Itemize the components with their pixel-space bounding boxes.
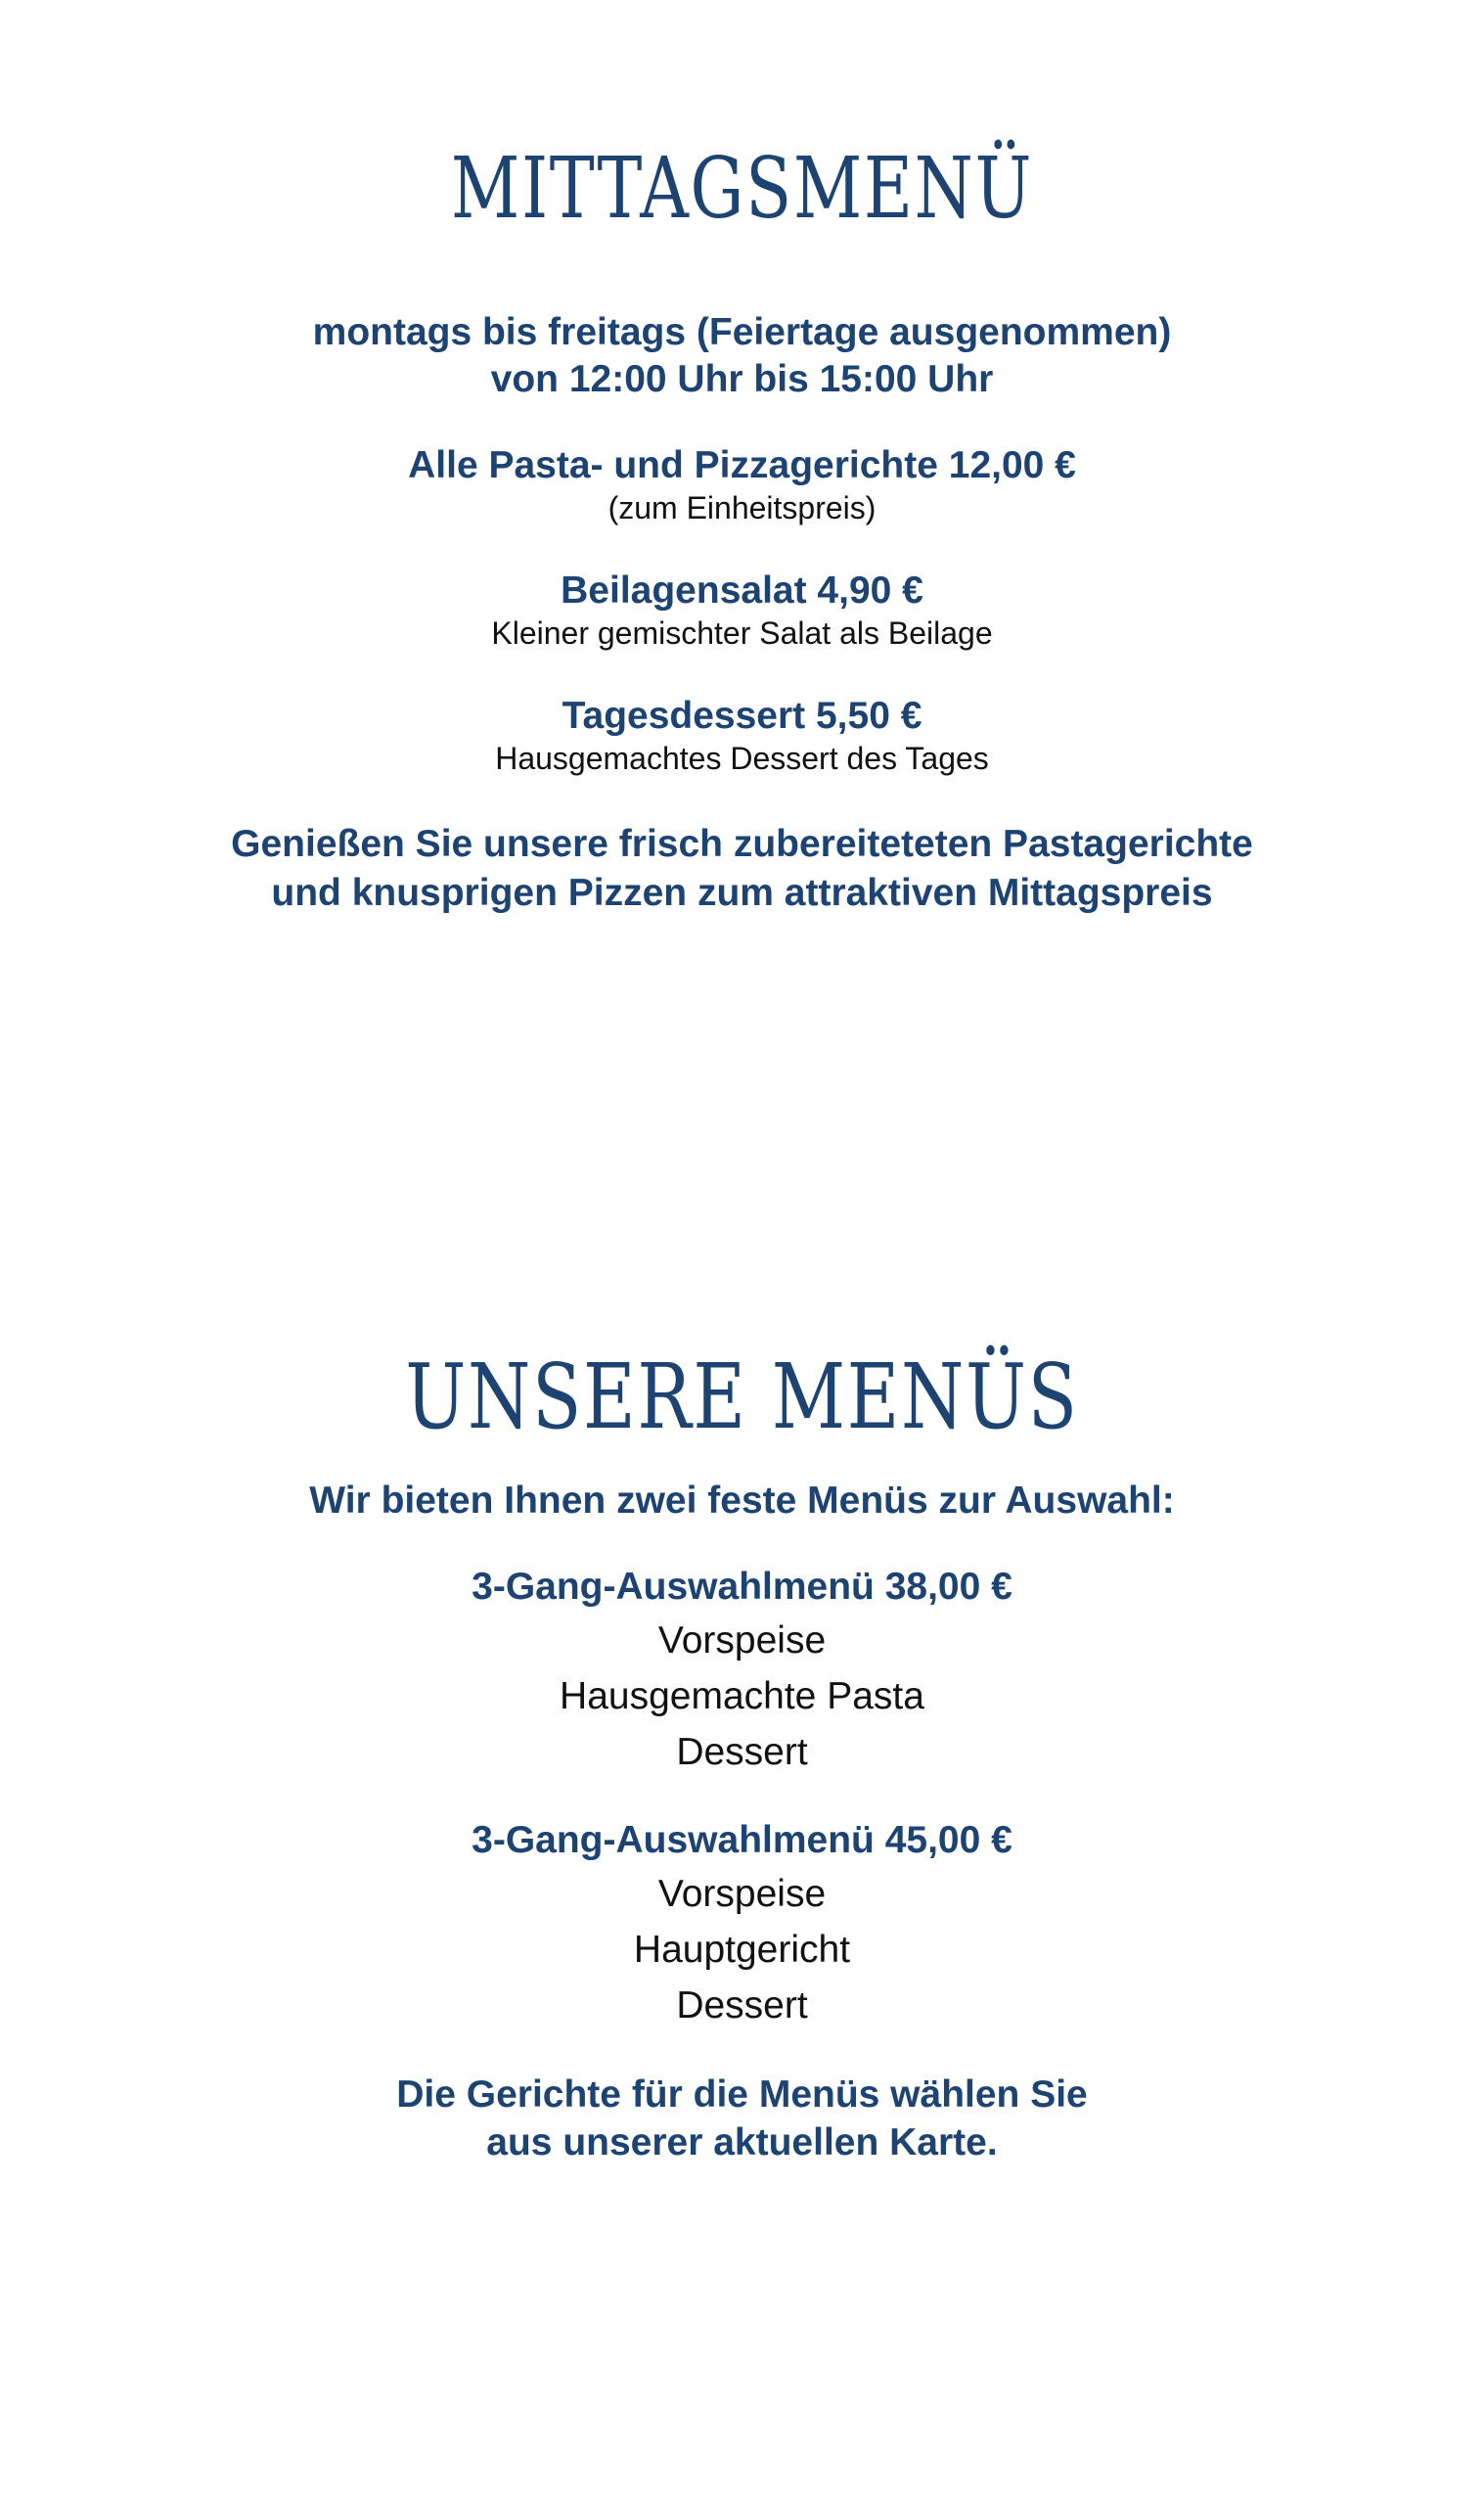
lunch-closing (0, 820, 1484, 918)
menu-course: Hauptgericht (633, 1929, 851, 1971)
menus-footer-line: Die Gerichte für die Menüs wählen Sie (396, 2073, 1088, 2116)
lunch-hours (0, 309, 1484, 403)
lunch-item-name: Alle Pasta- und Pizzagerichte 12,00 € (408, 444, 1076, 486)
lunch-hours-days: montags bis freitags (Feiertage ausgenommen) (312, 311, 1172, 353)
lunch-item-name: Tagesdessert 5,50 € (562, 695, 922, 737)
lunch-closing-line: Genießen Sie unsere frisch zubereiteteten Pastagerichte (231, 823, 1253, 865)
lunch-title: MITTAGSMENÜ (450, 140, 1034, 238)
lunch-item (0, 568, 1484, 652)
menu-course: Vorspeise (657, 1619, 827, 1662)
lunch-hours-time: von 12:00 Uhr bis 15:00 Uhr (490, 358, 994, 400)
menu-option (0, 1562, 1484, 1780)
lunch-item-desc: Hausgemachtes Dessert des Tages (495, 741, 989, 776)
menus-title-block (0, 1344, 1484, 1449)
lunch-closing-line: und knusprigen Pizzen zum attraktiven Mittagspreis (271, 872, 1213, 914)
menu-option (0, 1815, 1484, 2033)
lunch-item (0, 442, 1484, 526)
lunch-item-desc: (zum Einheitspreis) (607, 490, 877, 525)
menu-option-name: 3-Gang-Auswahlmenü 45,00 € (472, 1819, 1012, 1861)
menu-course: Hausgemachte Pasta (560, 1675, 924, 1717)
menu-course: Dessert (676, 1731, 808, 1773)
menus-footer-line: aus unserer aktuellen Karte. (486, 2121, 998, 2163)
lunch-item-name: Beilagensalat 4,90 € (561, 569, 923, 612)
menus-footer (0, 2071, 1484, 2166)
menu-option-name: 3-Gang-Auswahlmenü 38,00 € (472, 1566, 1012, 1608)
lunch-item-desc: Kleiner gemischter Salat als Beilage (491, 615, 993, 651)
menu-course: Vorspeise (657, 1873, 827, 1915)
lunch-title-block (0, 140, 1484, 238)
lunch-item (0, 693, 1484, 777)
menu-course: Dessert (676, 1984, 808, 2027)
menus-title: UNSERE MENÜS (405, 1344, 1079, 1449)
menus-intro: Wir bieten Ihnen zwei feste Menüs zur Auswahl: (309, 1480, 1175, 1522)
